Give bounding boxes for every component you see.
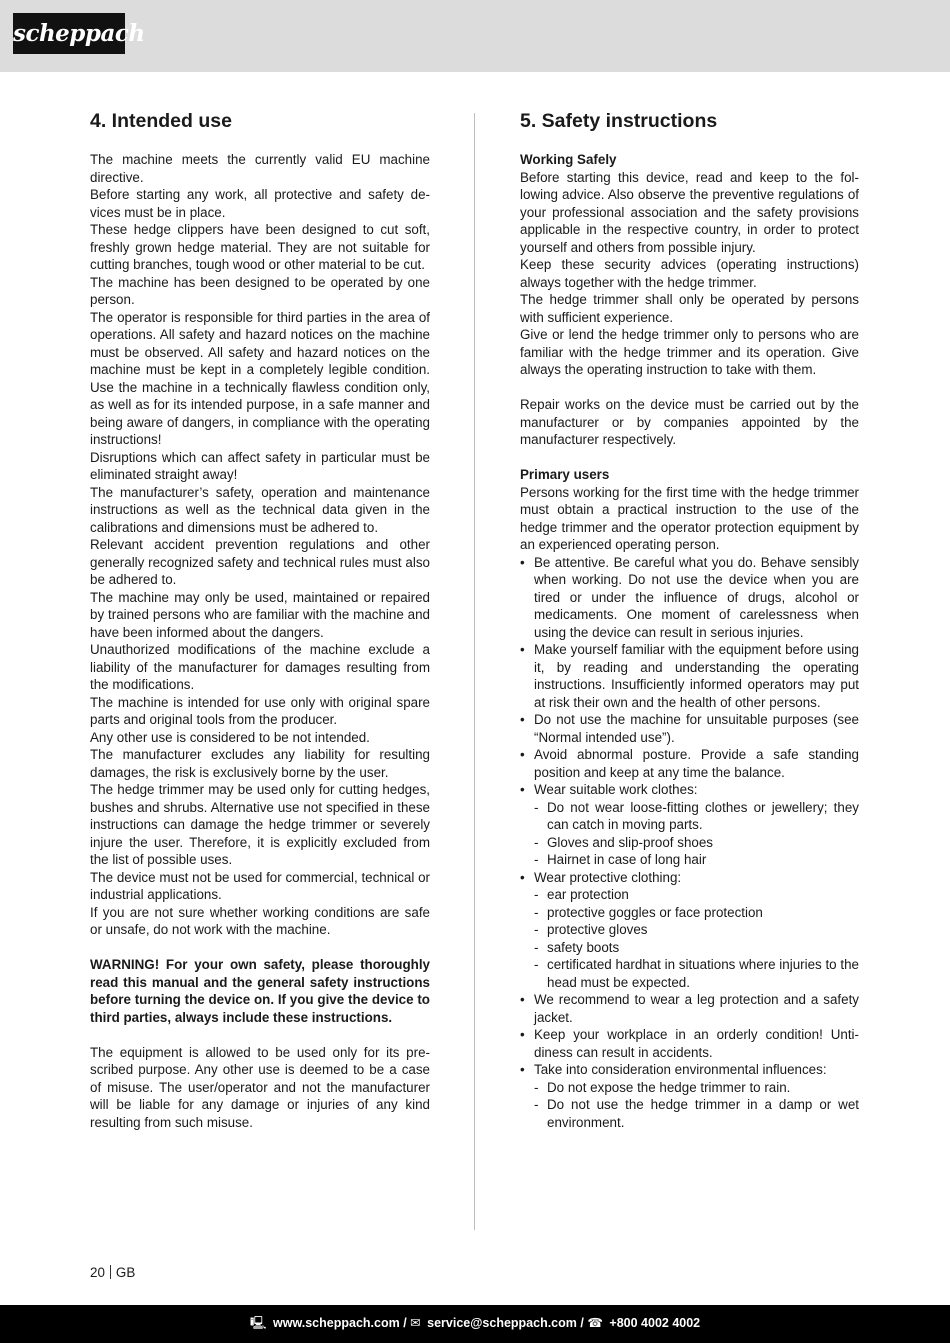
computer-icon: 🖳︎ xyxy=(249,1316,267,1330)
paragraph: The machine is intended for use only with original spare parts and original tools from the producer. xyxy=(90,694,430,727)
scheppach-logo: scheppach xyxy=(13,13,125,54)
paragraph: Disruptions which can affect safety in particular must be eliminated straight away! xyxy=(90,449,430,482)
safety-instructions-section xyxy=(520,110,859,1131)
page-number-value: 20 xyxy=(90,1265,105,1280)
list-item: • Keep your workplace in an orderly condition! Untidiness can result in accidents. xyxy=(520,1026,859,1061)
list-item-label: Take into consideration environmental influences: xyxy=(534,1062,827,1077)
intended-use-heading: 4. Intended use xyxy=(90,110,232,132)
paragraph: The machine may only be used, maintained or repaired by trained persons who are familiar with the machine and have been informed about the dangers. xyxy=(90,589,430,640)
paragraph: Any other use is considered to be not intended. xyxy=(90,729,370,745)
list-item: - Do not expose the hedge trimmer to rain. xyxy=(534,1079,859,1097)
paragraph: The hedge trimmer may be used only for cutting hedges, bushes and shrubs. Alternative use not specified in these instructions can damage the hedge trimmer or severely injure the user. Therefore, it is explicitly excluded from the list of possible uses. xyxy=(90,782,430,867)
mail-icon: ✉︎ xyxy=(410,1316,421,1330)
work-clothes-list xyxy=(534,799,859,869)
list-item-label: Wear suitable work clothes: xyxy=(534,782,698,797)
list-item xyxy=(520,869,859,992)
working-safely-subheading: Working Safely xyxy=(520,152,617,167)
footer-separator: / xyxy=(580,1316,584,1330)
list-item: - certificated hardhat in situations where injuries to the head must be expected. xyxy=(534,956,859,991)
warning-text: WARNING! For your own safety, please thoroughly read this manual and the general safety instructions before turning the device on. If you give the device to third parties, always include these instructions. xyxy=(90,957,430,1025)
paragraph: The machine meets the currently valid EU machine directive. xyxy=(90,152,430,185)
list-item: • Do not use the machine for unsuitable purposes (see “Normal intended use”). xyxy=(520,711,859,746)
list-item: • Be attentive. Be careful what you do. Behave sensibly when working. Do not use the device when you are tired or under the influence of drugs, alcohol or medicaments. One moment of carelessness when using the device can result in serious injuries. xyxy=(520,554,859,642)
paragraph: Before starting any work, all protective and safety devices must be in place. xyxy=(90,187,430,220)
paragraph: The manufacturer excludes any liability for resulting damages, the risk is exclusively borne by the user. xyxy=(90,747,430,780)
environment-list xyxy=(534,1079,859,1132)
safety-bullet-list xyxy=(520,554,859,1132)
page-header xyxy=(0,0,950,72)
list-item: • We recommend to wear a leg protection and a safety jacket. xyxy=(520,991,859,1026)
list-item: - Do not use the hedge trimmer in a damp or wet environment. xyxy=(534,1096,859,1131)
list-item: - protective gloves xyxy=(534,921,859,939)
paragraph: These hedge clippers have been designed to cut soft, freshly grown hedge material. They are not suitable for cutting branches, tough wood or other material to be cut. xyxy=(90,222,430,272)
list-item xyxy=(520,1061,859,1131)
repair-paragraph: Repair works on the device must be carried out by the manufacturer or by companies appointed by the manufacturer respectively. xyxy=(520,397,859,447)
footer-separator: / xyxy=(403,1316,407,1330)
list-item: - Do not wear loose-fitting clothes or jewellery; they can catch in moving parts. xyxy=(534,799,859,834)
list-item: - safety boots xyxy=(534,939,859,957)
primary-users-intro: Persons working for the first time with the hedge trimmer must obtain a practical instruction to the use of the hedge trimmer and the operator protection equipment by an experienced operating person. xyxy=(520,484,859,552)
paragraph: Give or lend the hedge trimmer only to persons who are familiar with the hedge trimmer and its operation. Give always the operating instruction to take with them. xyxy=(520,327,859,377)
paragraph: The hedge trimmer shall only be operated by persons with sufficient experience. xyxy=(520,292,859,325)
paragraph: The machine has been designed to be operated by one person. xyxy=(90,274,430,307)
protective-clothing-list xyxy=(534,886,859,991)
phone-icon: ☎︎ xyxy=(587,1316,603,1330)
page-footer xyxy=(0,1305,950,1343)
list-item: - Hairnet in case of long hair xyxy=(534,851,859,869)
paragraph: Before starting this device, read and keep to the following advice. Also observe the preventive regulations of your professional association and the safety provisions applicable in the respective country, in order to protect yourself and others from possible injury. xyxy=(520,169,859,255)
paragraph: Unauthorized modifications of the machine exclude a liability of the manufacturer for damages resulting from the modifications. xyxy=(90,642,430,692)
paragraph: If you are not sure whether working conditions are safe or unsafe, do not work with the machine. xyxy=(90,904,430,937)
list-item: - ear protection xyxy=(534,886,859,904)
paragraph: The manufacturer’s safety, operation and maintenance instructions as well as the technical data given in the calibrations and dimensions must be adhered to. xyxy=(90,484,430,535)
website-link[interactable]: www.scheppach.com xyxy=(273,1316,400,1330)
list-item-label: Wear protective clothing: xyxy=(534,869,682,885)
list-item: • Make yourself familiar with the equipment before using it, by reading and understanding the operating instructions. Insufficiently informed operators may put at risk their own and the health of other persons. xyxy=(520,641,859,711)
paragraph: The device must not be used for commercial, technical or industrial applications. xyxy=(90,869,430,902)
safety-instructions-heading: 5. Safety instructions xyxy=(520,110,718,132)
misuse-paragraph: The equipment is allowed to be used only for its prescribed purpose. Any other use is deemed to be a case of misuse. The user/operator and not the manufacturer will be liable for any damage or injuries of any kind resulting from such misuse. xyxy=(90,1044,430,1130)
primary-users-subheading: Primary users xyxy=(520,467,610,482)
paragraph: Keep these security advices (operating instructions) always together with the hedge trimmer. xyxy=(520,257,859,290)
page-number xyxy=(90,1265,135,1280)
list-item: - protective goggles or face protection xyxy=(534,904,859,922)
paragraph: Relevant accident prevention regulations and other generally recognized safety and technical rules must also be adhered to. xyxy=(90,537,430,587)
list-item: • Avoid abnormal posture. Provide a safe standing position and keep at any time the balance. xyxy=(520,746,859,781)
list-item xyxy=(520,781,859,869)
intended-use-section xyxy=(90,110,430,1131)
column-divider xyxy=(474,113,475,1230)
language-code: GB xyxy=(115,1265,136,1280)
page-number-separator xyxy=(110,1265,111,1279)
email-link[interactable]: service@scheppach.com xyxy=(427,1316,577,1330)
phone-number[interactable]: +800 4002 4002 xyxy=(609,1316,701,1330)
paragraph: The operator is responsible for third parties in the area of operations. All safety and hazard notices on the machine must be observed. All safety and hazard notices on the machine must be kept in a completely legible condition. Use the machine in a technically flawless condition only, as well as for its intended purpose, in a safe manner and being aware of dangers, in compliance with the operating instructions! xyxy=(90,309,430,447)
list-item: - Gloves and slip-proof shoes xyxy=(534,834,859,852)
